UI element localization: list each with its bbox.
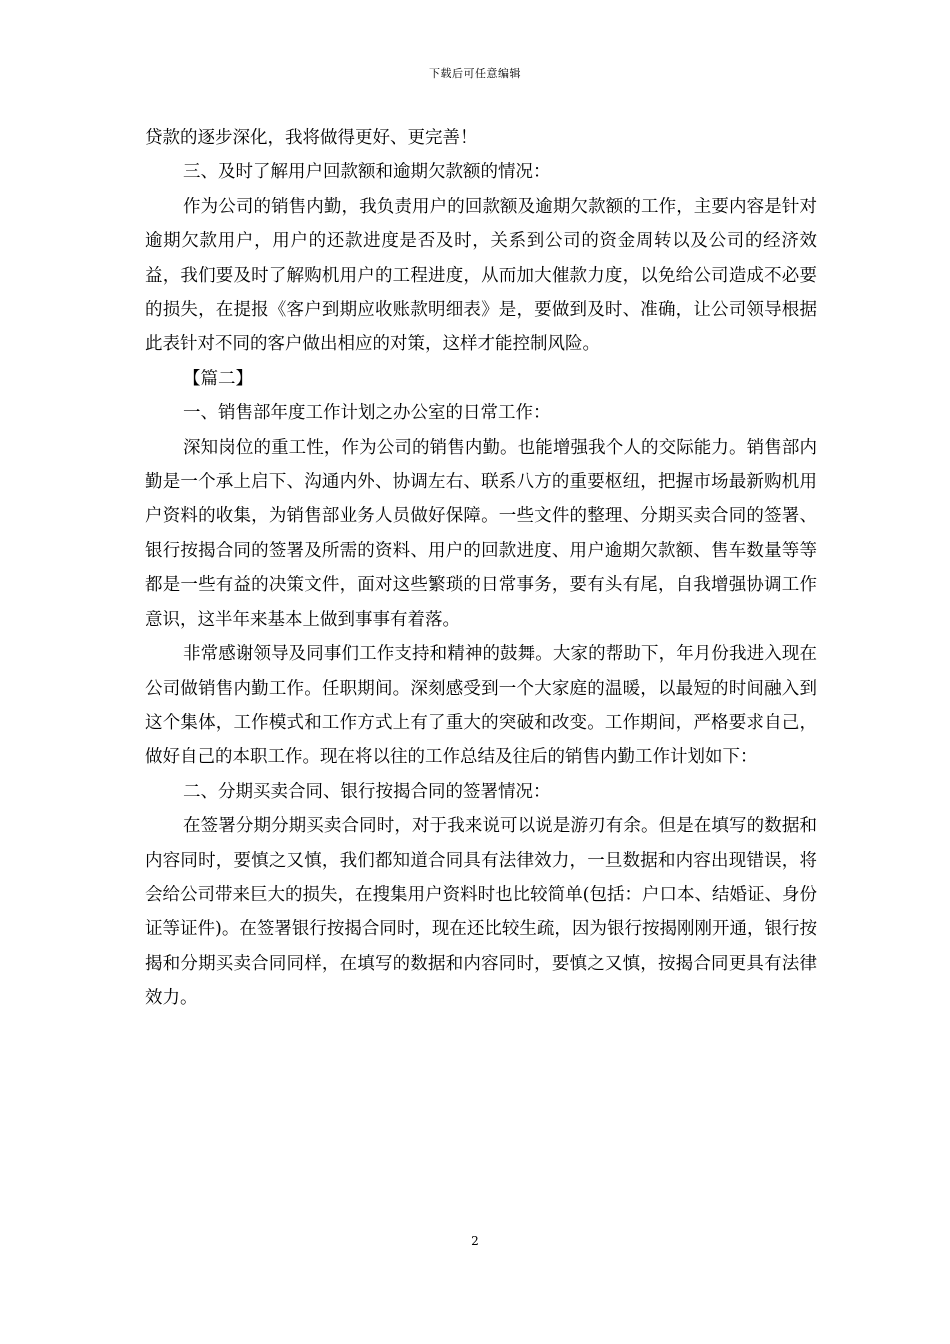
page-header: 下载后可任意编辑 — [429, 67, 521, 80]
paragraph-3: 作为公司的销售内勤，我负责用户的回款额及逾期欠款额的工作，主要内容是针对逾期欠款用户，用户的还款进度是否及时，关系到公司的资金周转以及公司的经济效益，我们要及时了解购机用户的工程进度，从而加大催款力度，以免给公司造成不必要的损失，在提报《客户到期应收账款明细表》是，要做到及时、准确，让公司领导根据此表针对不同的客户做出相应的对策，这样才能控制风险。 — [145, 196, 817, 355]
paragraph-6: 深知岗位的重工性，作为公司的销售内勤。也能增强我个人的交际能力。销售部内勤是一个承上启下、沟通内外、协调左右、联系八方的重要枢纽，把握市场最新购机用户资料的收集，为销售部业务人员做好保障。一些文件的整理、分期买卖合同的签署、银行按揭合同的签署及所需的资料、用户的回款进度、用户逾期欠款额、售车数量等等都是一些有益的决策文件，面对这些繁琐的日常事务，要有头有尾，自我增强协调工作意识，这半年来基本上做到事事有着落。 — [145, 437, 817, 630]
section-heading: 【篇二】 — [183, 368, 253, 389]
paragraph-9: 在签署分期分期买卖合同时，对于我来说可以说是游刃有余。但是在填写的数据和内容同时，要慎之又慎，我们都知道合同具有法律效力，一旦数据和内容出现错误，将会给公司带来巨大的损失，在搜集用户资料时也比较简单(包括：户口本、结婚证、身份证等证件)。在签署银行按揭合同时，现在还比较生疏，因为银行按揭刚刚开通，银行按揭和分期买卖合同同样，在填写的数据和内容同时，要慎之又慎，按揭合同更具有法律效力。 — [145, 816, 817, 1009]
paragraph-1: 贷款的逐步深化，我将做得更好、更完善！ — [145, 128, 478, 148]
paragraph-2: 三、及时了解用户回款额和逾期欠款额的情况： — [183, 162, 551, 183]
page-number: 2 — [471, 1234, 479, 1248]
paragraph-5: 一、销售部年度工作计划之办公室的日常工作： — [183, 403, 551, 424]
paragraph-7: 非常感谢领导及同事们工作支持和精神的鼓舞。大家的帮助下，年月份我进入现在公司做销售内勤工作。任职期间。深刻感受到一个大家庭的温暖，以最短的时间融入到这个集体，工作模式和工作方式上有了重大的突破和改变。工作期间，严格要求自己，做好自己的本职工作。现在将以往的工作总结及往后的销售内勤工作计划如下： — [145, 644, 817, 768]
document-body — [145, 121, 817, 1016]
paragraph-8: 二、分期买卖合同、银行按揭合同的签署情况： — [183, 781, 551, 802]
